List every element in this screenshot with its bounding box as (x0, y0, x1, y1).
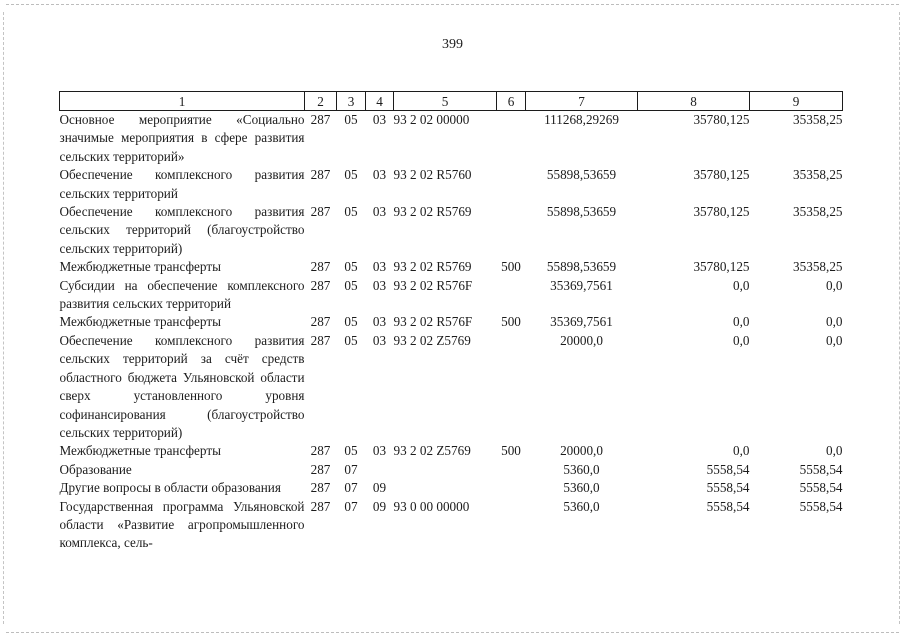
cell-amount-col8: 5558,54 (706, 498, 750, 514)
row-name: Обеспечение комплексного развития сельских территорий (59, 167, 305, 201)
cell-target-article: 93 2 02 R5769 (393, 259, 472, 275)
cell-target-article: 93 2 02 R576F (393, 314, 473, 330)
row-name: Субсидии на обеспечение комплексного развития сельских территорий (59, 277, 305, 312)
column-header: 6 (497, 92, 526, 111)
cell-subsection: 03 (372, 314, 387, 330)
cell-amount-col7: 55898,53659 (546, 204, 617, 220)
cell-subsection: 03 (372, 112, 387, 127)
cell-ministry: 287 (310, 498, 331, 514)
row-name: Обеспечение комплексного развития сельских территорий (благоустройство сельских территорий) (59, 204, 305, 256)
cell-amount-col7: 35369,7561 (550, 314, 613, 330)
cell-section: 05 (344, 314, 358, 330)
cell-subsection: 09 (372, 480, 387, 496)
cell-target-article (394, 479, 497, 497)
cell-ministry: 287 (310, 167, 331, 183)
page-edge-left (3, 12, 5, 624)
column-header: 1 (60, 92, 305, 111)
cell-amount-col7: 111268,29269 (544, 112, 619, 127)
cell-ministry: 287 (310, 204, 331, 220)
cell-section: 05 (344, 204, 358, 220)
cell-expense-type (497, 203, 526, 258)
page-edge-top (6, 4, 899, 6)
cell-amount-col8: 35780,125 (693, 167, 750, 183)
cell-target-article: 93 2 02 00000 (393, 112, 470, 127)
cell-amount-col7: 5360,0 (563, 461, 600, 477)
table-row (60, 313, 843, 331)
row-name: Другие вопросы в области образования (59, 480, 281, 496)
table-row (60, 479, 843, 497)
cell-expense-type: 500 (501, 443, 521, 459)
row-name: Государственная программа Ульяновской области «Развитие агропромышленного комплекса, сель- (59, 498, 305, 551)
table-row (60, 258, 843, 276)
cell-amount-col8: 35780,125 (693, 259, 750, 275)
row-name: Основное мероприятие «Социально значимые мероприятия в сфере развития сельских территорий» (59, 112, 305, 164)
cell-amount-col9: 5558,54 (799, 498, 843, 514)
cell-amount-col9: 5558,54 (799, 480, 843, 496)
row-name: Межбюджетные трансферты (59, 259, 221, 275)
cell-subsection: 03 (372, 277, 387, 293)
table-row (60, 111, 843, 167)
cell-amount-col8: 35780,125 (693, 112, 750, 127)
cell-expense-type (497, 498, 526, 553)
budget-table (59, 91, 843, 553)
cell-expense-type (497, 277, 526, 314)
cell-amount-col8: 5558,54 (706, 461, 750, 477)
cell-amount-col9: 0,0 (826, 443, 843, 459)
table-row (60, 498, 843, 553)
cell-expense-type: 500 (501, 314, 521, 330)
cell-ministry: 287 (310, 277, 331, 293)
cell-amount-col7: 5360,0 (563, 480, 600, 496)
cell-target-article (394, 461, 497, 479)
column-header: 9 (750, 92, 843, 111)
cell-amount-col9: 0,0 (826, 277, 843, 293)
column-header: 7 (526, 92, 638, 111)
column-header: 4 (366, 92, 394, 111)
table-row (60, 332, 843, 442)
table-row (60, 203, 843, 258)
cell-section: 07 (344, 498, 358, 514)
cell-subsection: 03 (372, 332, 387, 348)
cell-expense-type (497, 461, 526, 479)
row-name: Межбюджетные трансферты (59, 443, 221, 459)
cell-section: 07 (344, 480, 358, 496)
cell-section: 07 (344, 461, 358, 477)
cell-subsection: 09 (372, 498, 387, 514)
cell-section: 05 (344, 443, 358, 459)
cell-expense-type (497, 111, 526, 167)
cell-amount-col8: 0,0 (733, 314, 750, 330)
cell-amount-col8: 5558,54 (706, 480, 750, 496)
cell-ministry: 287 (310, 259, 331, 275)
cell-section: 05 (344, 259, 358, 275)
cell-amount-col8: 35780,125 (693, 204, 750, 220)
cell-section: 05 (344, 332, 358, 348)
table-row (60, 461, 843, 479)
cell-ministry: 287 (310, 461, 331, 477)
cell-amount-col9: 0,0 (826, 314, 843, 330)
cell-ministry: 287 (310, 480, 331, 496)
cell-amount-col8: 0,0 (733, 277, 750, 293)
cell-amount-col7: 5360,0 (563, 498, 600, 514)
cell-section: 05 (344, 112, 358, 127)
cell-ministry: 287 (310, 332, 331, 348)
cell-amount-col9: 35358,25 (793, 204, 843, 220)
cell-target-article: 93 2 02 R5769 (393, 204, 472, 220)
column-header: 3 (337, 92, 366, 111)
cell-ministry: 287 (310, 112, 331, 127)
cell-amount-col7: 55898,53659 (546, 167, 617, 183)
cell-target-article: 93 2 02 Z5769 (393, 332, 471, 348)
cell-amount-col7: 35369,7561 (550, 277, 613, 293)
cell-target-article: 93 2 02 R5760 (393, 167, 472, 183)
cell-subsection: 03 (372, 443, 387, 459)
page-edge-bottom (6, 632, 899, 634)
cell-target-article: 93 2 02 R576F (393, 277, 473, 293)
cell-amount-col7: 20000,0 (560, 332, 603, 348)
cell-amount-col7: 20000,0 (560, 443, 603, 459)
cell-section: 05 (344, 277, 358, 293)
cell-target-article: 93 0 00 00000 (393, 498, 470, 514)
row-name: Обеспечение комплексного развития сельских территорий за счёт средств областного бюджета Ульяновской области сверх установленного уровня софинансирования (благоустройство сельских территорий) (59, 332, 305, 440)
page-number: 399 (442, 37, 463, 52)
cell-subsection: 03 (372, 167, 387, 183)
cell-amount-col8: 0,0 (733, 332, 750, 348)
cell-ministry: 287 (310, 314, 331, 330)
cell-expense-type: 500 (501, 259, 521, 275)
cell-ministry: 287 (310, 443, 331, 459)
cell-amount-col7: 55898,53659 (546, 259, 617, 275)
table-row (60, 442, 843, 460)
table-row (60, 277, 843, 314)
row-name: Межбюджетные трансферты (59, 314, 221, 330)
cell-subsection (366, 461, 394, 479)
cell-amount-col8: 0,0 (733, 443, 750, 459)
table-row (60, 166, 843, 203)
cell-amount-col9: 35358,25 (793, 259, 843, 275)
column-header: 8 (638, 92, 750, 111)
cell-expense-type (497, 166, 526, 203)
column-header: 2 (305, 92, 337, 111)
row-name: Образование (59, 461, 132, 477)
column-header: 5 (394, 92, 497, 111)
cell-subsection: 03 (372, 204, 387, 220)
cell-subsection: 03 (372, 259, 387, 275)
page-edge-right (899, 12, 901, 624)
cell-expense-type (497, 479, 526, 497)
cell-amount-col9: 0,0 (826, 332, 843, 348)
table-header-row (60, 92, 843, 111)
cell-amount-col9: 35358,25 (793, 167, 843, 183)
cell-section: 05 (344, 167, 358, 183)
cell-expense-type (497, 332, 526, 442)
cell-amount-col9: 35358,25 (793, 112, 843, 127)
cell-amount-col9: 5558,54 (799, 461, 843, 477)
cell-target-article: 93 2 02 Z5769 (393, 443, 471, 459)
